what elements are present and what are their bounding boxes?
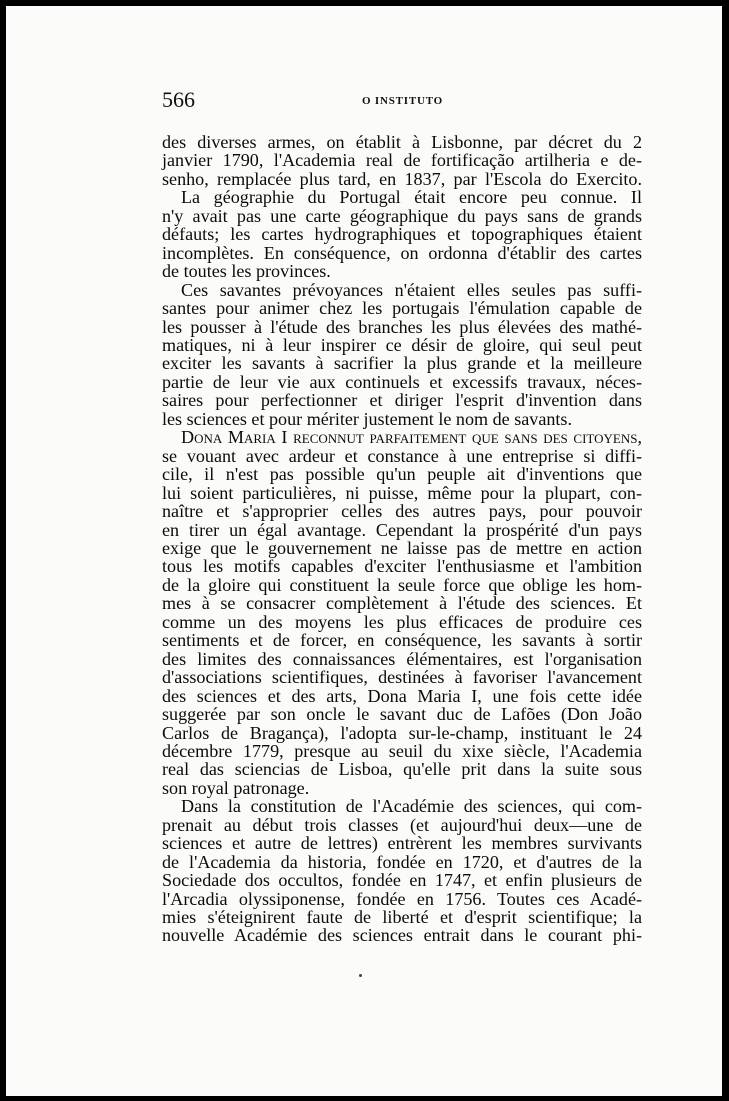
- text-line: matiques, ni à leur inspirer ce désir de gloire, qui seul peut: [162, 334, 642, 355]
- text-line: Sociedade dos occultos, fondée en 1747, et enfin plusieurs de: [162, 870, 642, 891]
- page-number: 566: [162, 87, 195, 112]
- text-line: nouvelle Académie des sciences entrait dans le courant phi-: [162, 925, 642, 946]
- text-line: lui soient particulières, ni puisse, même pour la plupart, con-: [162, 482, 642, 503]
- page-header: [162, 87, 642, 117]
- text-line: incomplètes. En conséquence, on ordonna d'établir des cartes: [162, 242, 642, 263]
- text-line: son royal patronage.: [162, 777, 310, 798]
- text-line: décembre 1779, presque au seuil du xixe siècle, l'Academia: [162, 740, 642, 761]
- text-line: exciter les savants à sacrifier la plus grande et la meilleure: [162, 353, 642, 374]
- text-line: cile, il n'est pas possible qu'un peuple ait d'inventions que: [162, 464, 642, 485]
- body-text: [162, 133, 642, 945]
- text-line: comme un des moyens les plus efficaces de produire ces: [162, 611, 642, 632]
- print-speck: [359, 974, 362, 977]
- text-line: les pousser à l'étude des branches les plus élevées des mathé-: [162, 316, 642, 337]
- text-line: saires pour perfectionner et diriger l'esprit d'invention dans: [162, 390, 642, 411]
- text-line: des diverses armes, on établit à Lisbonne, par décret du 2: [162, 132, 642, 152]
- text-line: en tirer un égal avantage. Cependant la prospérité d'un pays: [162, 519, 642, 540]
- text-line: tous les motifs capables d'exciter l'enthusiasme et l'ambition: [162, 556, 642, 577]
- text-line: sentiments et de forcer, en conséquence, les savants à sortir: [162, 630, 642, 651]
- text-line: de la gloire qui constituent la seule force que oblige les hom-: [162, 574, 642, 595]
- text-line: exige que le gouvernement ne laisse pas de mettre en action: [162, 537, 642, 558]
- text-line: des limites des connaissances élémentaires, est l'organisation: [162, 648, 642, 669]
- text-line: naître et s'approprier celles des autres pays, pour pouvoir: [162, 501, 642, 522]
- paragraph-first-line: Ces savantes prévoyances n'étaient elles seules pas suffi-: [181, 279, 642, 300]
- text-line: d'associations scientifiques, destinées à favoriser l'avancement: [162, 667, 642, 688]
- text-line: suggerée par son oncle le savant duc de Lafões (Don João: [162, 704, 642, 725]
- text-line: partie de leur vie aux continuels et excessifs travaux, néces-: [162, 371, 642, 392]
- text-line: santes pour animer chez les portugais l'émulation capable de: [162, 298, 642, 319]
- paragraph-first-line: Dans la constitution de l'Académie des sciences, qui com-: [181, 796, 642, 817]
- book-page: [6, 6, 722, 1096]
- text-line: l'Arcadia olyssiponense, fondée en 1756. Toutes ces Acadé-: [162, 888, 642, 909]
- text-line: se vouant avec ardeur et constance à une entreprise si diffi-: [162, 445, 642, 466]
- text-line: real das sciencias de Lisboa, qu'elle prit dans la suite sous: [162, 759, 642, 780]
- text-line: prenait au début trois classes (et aujourd'hui deux—une de: [162, 814, 642, 835]
- text-line: de toutes les provinces.: [162, 261, 331, 282]
- text-line: Carlos de Bragança), l'adopta sur-le-champ, instituant le 24: [162, 722, 642, 743]
- paragraph-first-line: La géographie du Portugal était encore peu connue. Il: [181, 187, 642, 208]
- running-title: O INSTITUTO: [362, 95, 444, 107]
- text-line: senho, remplacée plus tard, en 1837, par l'Escola do Exercito.: [162, 168, 642, 189]
- text-line: sciences et autre de lettres) entrèrent les membres survivants: [162, 833, 642, 854]
- text-line: mes à se consacrer complètement à l'étude des sciences. Et: [162, 593, 642, 614]
- text-line: mies s'éteignirent faute de liberté et d'esprit scientifique; la: [162, 907, 642, 928]
- text-line: janvier 1790, l'Academia real de fortificação artilheria e de-: [162, 150, 642, 171]
- text-line: de l'Academia da historia, fondée en 1720, et d'autres de la: [162, 851, 642, 872]
- text-line: des sciences et des arts, Dona Maria I, une fois cette idée: [162, 685, 642, 706]
- paragraph-first-line: Dona Maria I reconnut parfaitement que sans des citoyens,: [181, 427, 642, 448]
- text-line: défauts; les cartes hydrographiques et topographiques étaient: [162, 224, 642, 245]
- text-line: n'y avait pas une carte géographique du pays sans de grands: [162, 205, 642, 226]
- text-line: les sciences et pour mériter justement le nom de savants.: [162, 408, 572, 429]
